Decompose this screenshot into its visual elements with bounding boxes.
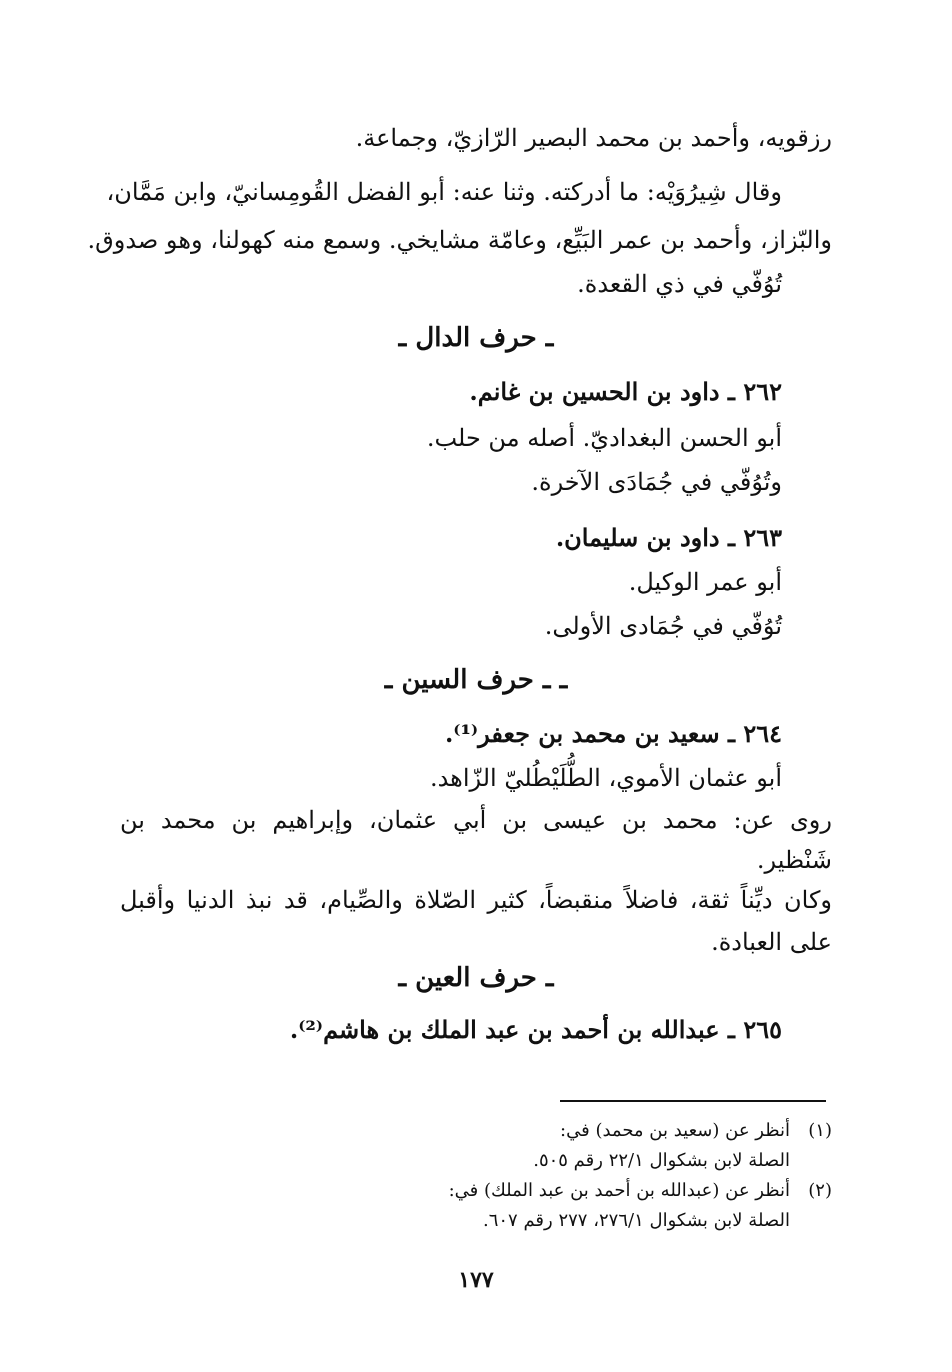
paragraph-line: وقال شِيرُوَيْه: ما أدركته. وثنا عنه: أبو الفضل القُومِسانيّ، وابن مَمَّان، [106, 178, 782, 206]
entry-line: وكان ديِّناً ثقة، فاضلاً منقبضاً، كثير الصّلاة والصِّيام، قد نبذ الدنيا وأقبل [120, 886, 832, 914]
entry-heading: ٢٦٣ ـ داود بن سليمان. [555, 523, 782, 552]
footnote-text: الصلة لابن بشكوال ٢٢/١ رقم ٥٠٥. [533, 1150, 790, 1171]
section-heading-ayn: ـ حرف العين ـ [398, 963, 554, 993]
entry-heading: ٢٦٤ ـ سعيد بن محمد بن جعفر⁽¹⁾. [444, 719, 782, 748]
footnote-text: أنظر عن (عبدالله بن أحمد بن عبد الملك) في: [448, 1180, 790, 1201]
entry-heading: ٢٦٥ ـ عبدالله بن أحمد بن عبد الملك بن هاشم⁽²⁾. [289, 1015, 782, 1044]
footnote-text: الصلة لابن بشكوال ٢٧٦/١، ٢٧٧ رقم ٦٠٧. [482, 1210, 790, 1231]
entry-line: أبو الحسن البغداديّ. أصله من حلب. [426, 424, 782, 452]
section-heading-dal: ـ حرف الدال ـ [398, 323, 554, 353]
footnote-text: أنظر عن (سعيد بن محمد) في: [560, 1120, 790, 1141]
entry-line: تُوُفّي في جُمَادى الأولى. [544, 612, 782, 640]
page-number: ١٧٧ [458, 1267, 494, 1293]
entry-line: أبو عمر الوكيل. [628, 568, 782, 596]
section-heading-sin: ـ ـ حرف السين ـ [384, 665, 568, 695]
entry-line: شَنْظير. [756, 846, 832, 874]
entry-line: على العبادة. [711, 928, 832, 956]
footnote-number: (٢) [808, 1180, 832, 1201]
footnote-separator [560, 1100, 826, 1102]
entry-heading: ٢٦٢ ـ داود بن الحسين بن غانم. [469, 377, 782, 406]
entry-line: روى عن: محمد بن عيسى بن أبي عثمان، وإبراهيم بن محمد بن [120, 806, 832, 834]
entry-line: أبو عثمان الأموي، الطُّلَيْطُليّ الزّاهد. [429, 764, 782, 792]
continuation-line: رزقويه، وأحمد بن محمد البصير الرّازيّ، وجماعة. [355, 124, 832, 152]
paragraph-line: والبّزاز، وأحمد بن عمر البَيِّع، وعامّة مشايخي. وسمع منه كهولنا، وهو صدوق. [87, 226, 832, 254]
paragraph-line: تُوُفّي في ذي القعدة. [577, 270, 782, 298]
entry-line: وتُوُفّي في جُمَادَى الآخرة. [531, 468, 782, 496]
footnote-number: (١) [808, 1120, 832, 1141]
